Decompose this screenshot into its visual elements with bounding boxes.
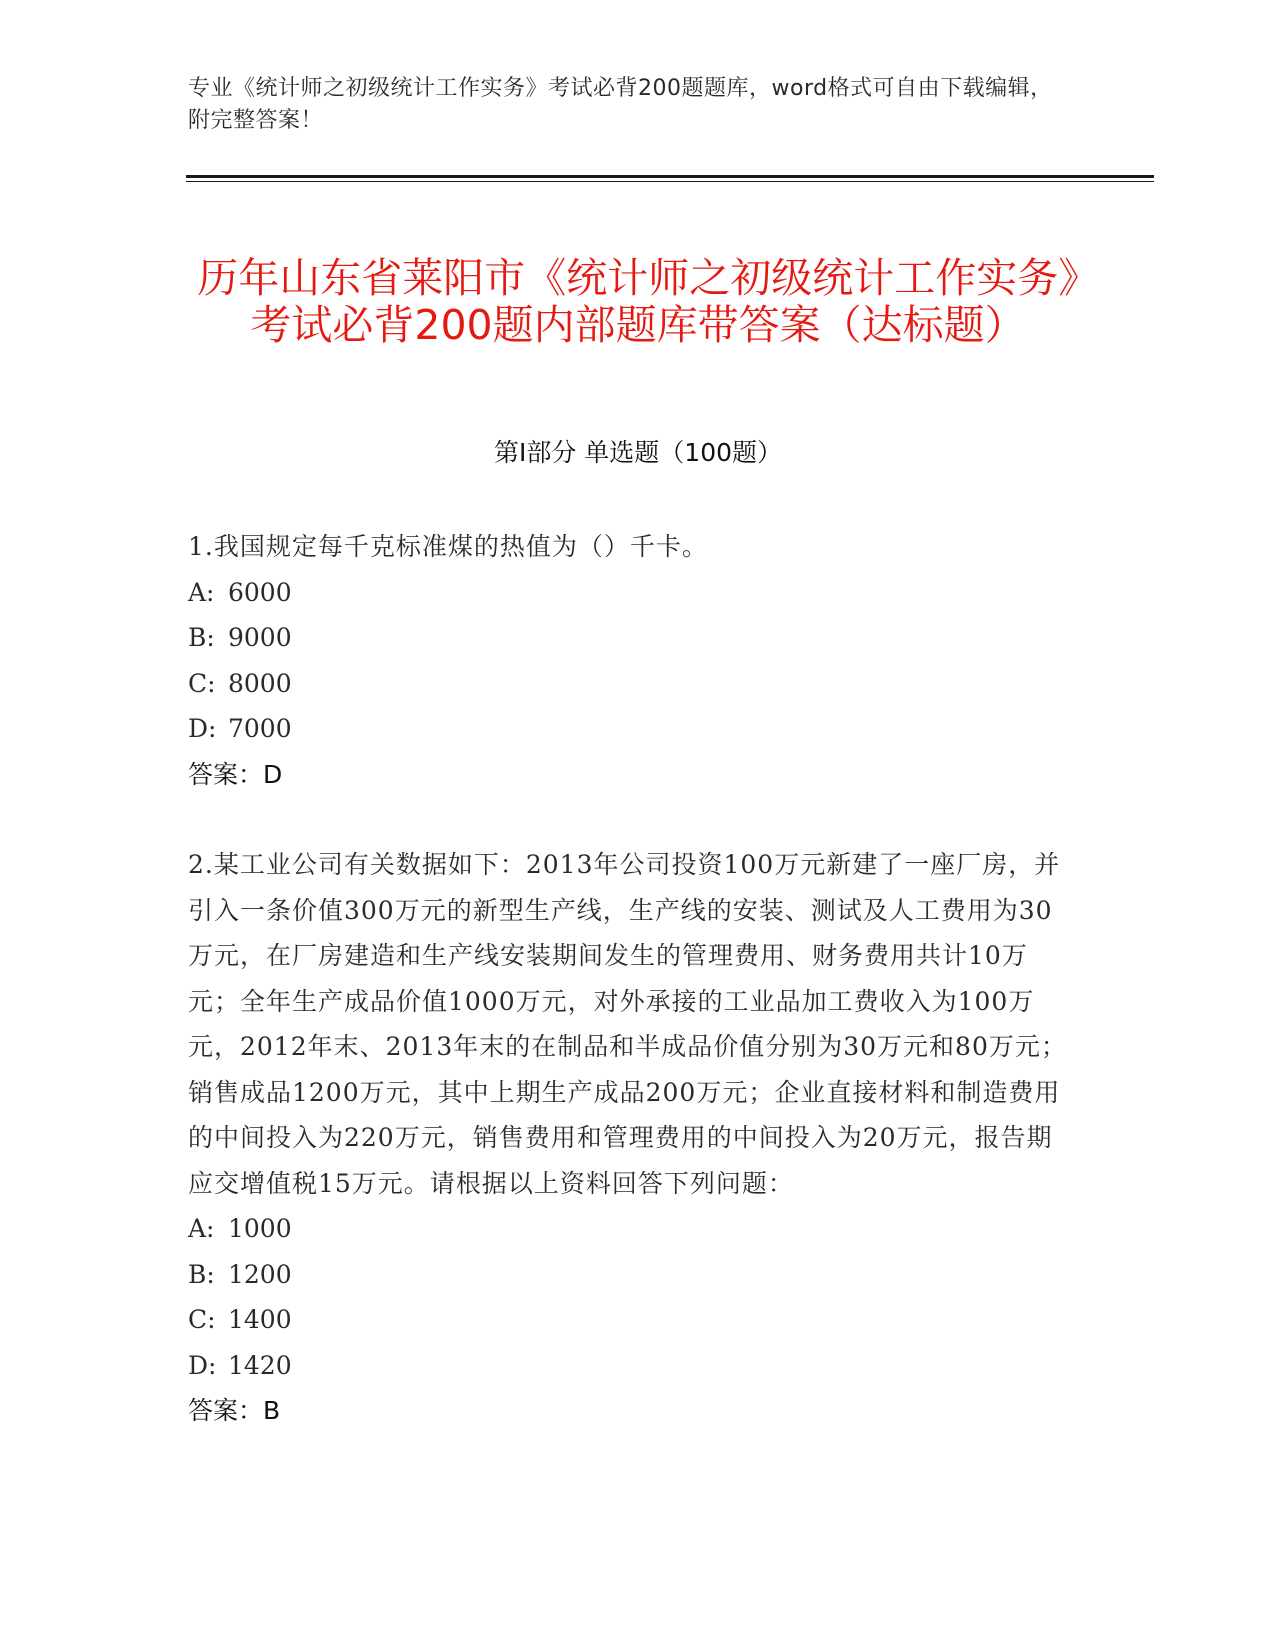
header-divider-thick xyxy=(186,175,1154,178)
option-a xyxy=(188,1206,1068,1252)
option-text: 9000 xyxy=(228,623,292,652)
option-b xyxy=(188,615,1068,661)
option-text: 7000 xyxy=(228,714,292,743)
question-stem: 2.某工业公司有关数据如下：2013年公司投资100万元新建了一座厂房，并引入一条价值300万元的新型生产线，生产线的安装、测试及人工费用为30万元，在厂房建造和生产线安装期间发生的管理费用、财务费用共计10万元；全年生产成品价值1000万元，对外承接的工业品加工费收入为100万元，2012年末、2013年末的在制品和半成品价值分别为30万元和80万元；销售成品1200万元，其中上期生产成品200万元；企业直接材料和制造费用的中间投入为220万元，销售费用和管理费用的中间投入为20万元，报告期应交增值税15万元。请根据以上资料回答下列问题： xyxy=(188,850,1067,1198)
option-letter: A: xyxy=(188,1214,215,1243)
question-stem: 1.我国规定每千克标准煤的热值为（）千卡。 xyxy=(188,532,708,561)
option-text: 8000 xyxy=(228,668,292,698)
section-heading: 第I部分 单选题（100题） xyxy=(493,438,783,467)
option-letter: B: xyxy=(188,623,215,652)
option-text: 6000 xyxy=(228,577,292,607)
option-d xyxy=(188,1343,1068,1389)
document-title: 历年山东省莱阳市《统计师之初级统计工作实务》考试必背200题内部题库带答案（达标题） xyxy=(197,254,1079,350)
option-c xyxy=(188,1297,1068,1343)
option-d xyxy=(188,706,1068,752)
option-letter: D: xyxy=(188,1350,217,1380)
answer-line: 答案：D xyxy=(188,759,283,789)
header-note: 专业《统计师之初级统计工作实务》考试必背200题题库，word格式可自由下载编辑，附完整答案！ xyxy=(188,76,1053,133)
option-text: 1400 xyxy=(228,1305,292,1334)
option-letter: C: xyxy=(188,668,216,698)
option-letter: A: xyxy=(188,577,215,607)
question-2 xyxy=(188,842,1068,1434)
option-letter: B: xyxy=(188,1259,215,1289)
option-text: 1000 xyxy=(228,1214,292,1243)
option-text: 1200 xyxy=(228,1259,292,1289)
option-c xyxy=(188,661,1068,707)
answer-line: 答案：B xyxy=(188,1396,281,1425)
option-b xyxy=(188,1252,1068,1298)
question-1 xyxy=(188,524,1068,797)
option-a xyxy=(188,570,1068,616)
header-divider-thin xyxy=(186,181,1154,182)
option-letter: D: xyxy=(188,714,217,743)
option-letter: C: xyxy=(188,1305,216,1334)
option-text: 1420 xyxy=(228,1350,292,1380)
